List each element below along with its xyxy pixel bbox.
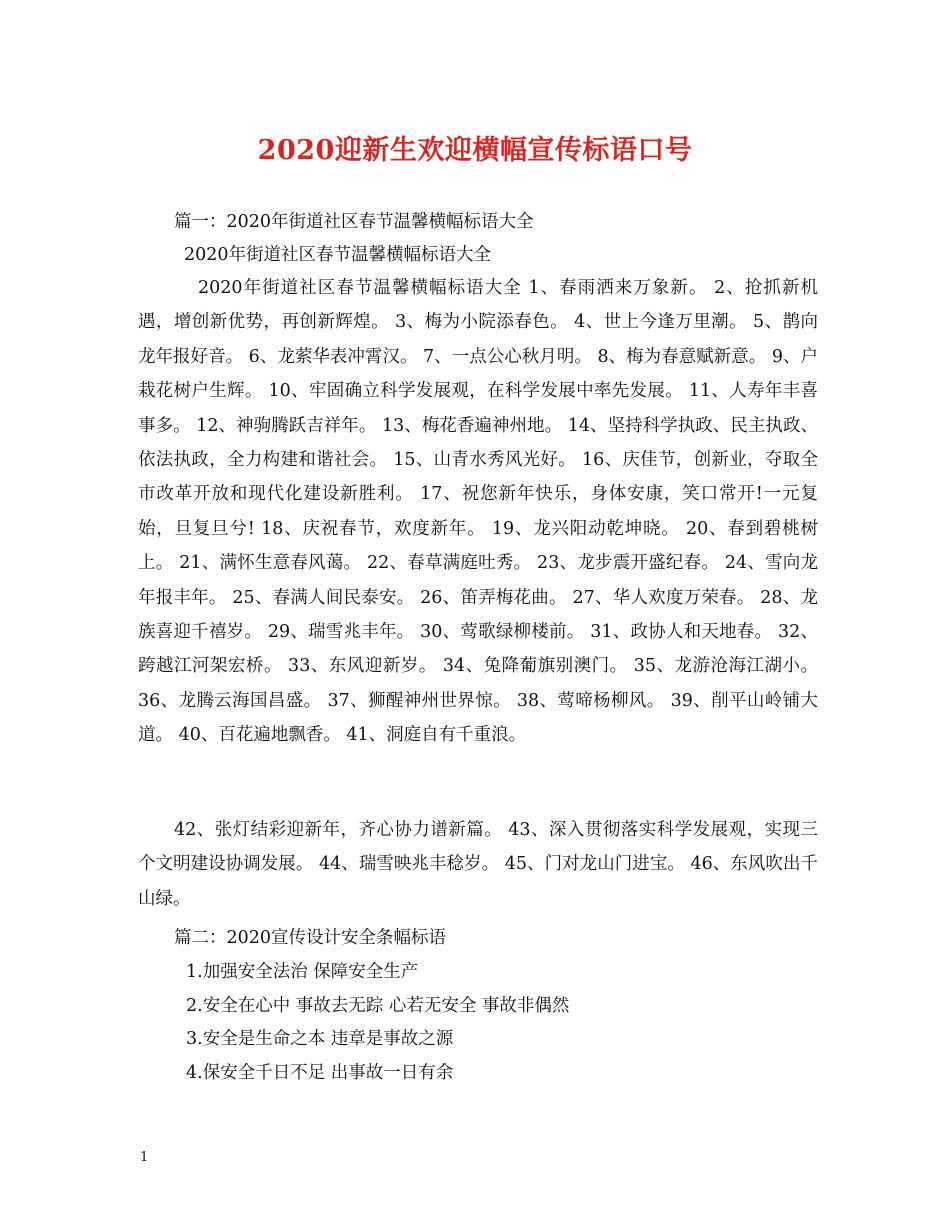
document-title: 2020迎新生欢迎横幅宣传标语口号 bbox=[257, 135, 693, 166]
section2-heading: 篇二：2020宣传设计安全条幅标语 bbox=[174, 928, 447, 948]
section1-subheading: 2020年街道社区春节温馨横幅标语大全 bbox=[184, 245, 492, 265]
slogan-item: 3.安全是生命之本 违章是事故之源 bbox=[186, 1029, 454, 1049]
page-number: 1 bbox=[140, 1150, 149, 1165]
paragraph-slogans-1: 2020年街道社区春节温馨横幅标语大全 1、春雨洒来万象新。 2、抢抓新机遇，增创新优势，再创新辉煌。 3、梅为小院添春色。 4、世上今逢万里潮。 5、鹊向龙年报好音。 6、龙萦华表冲霄汉。 7、一点公心秋月明。 8、梅为春意赋新意。 9、户栽花树户生辉。 10、牢固确立科学发展观，在科学发展中率先发展。 11、人寿年丰喜事多。 12、神驹腾跃吉祥年。 13、梅花香遍神州地。 14、坚持科学执政、民主执政、依法执政，全力构建和谐社会。 15、山青水秀风光好。 16、庆佳节，创新业，夺取全市改革开放和现代化建设新胜利。 17、祝您新年快乐，身体安康，笑口常开!一元复始，旦复旦兮! 18、庆祝春节，欢度新年。 19、龙兴阳动乾坤晓。 20、春到碧桃树上。 21、满怀生意春风蔼。 22、春草满庭吐秀。 23、龙步震开盛纪春。 24、雪向龙年报丰年。 25、春满人间民泰安。 26、笛弄梅花曲。 27、华人欢度万荣春。 28、龙族喜迎千禧岁。 29、瑞雪兆丰年。 30、莺歌绿柳楼前。 31、政协人和天地春。 32、跨越江河架宏桥。 33、东风迎新岁。 34、兔降葡旗别澳门。 35、龙游沧海江湖小。 36、龙腾云海国昌盛。 37、狮醒神州世界惊。 38、莺啼杨柳风。 39、削平山岭铺大道。 40、百花遍地飘香。 41、洞庭自有千重浪。 bbox=[138, 278, 818, 746]
paragraph-slogans-2: 42、张灯结彩迎新年，齐心协力谱新篇。 43、深入贯彻落实科学发展观，实现三个文明建设协调发展。 44、瑞雪映兆丰稔岁。 45、门对龙山门进宝。 46、东风吹出千山绿。 bbox=[138, 820, 818, 909]
section1-heading: 篇一：2020年街道社区春节温馨横幅标语大全 bbox=[174, 212, 534, 232]
slogan-item: 2.安全在心中 事故去无踪 心若无安全 事故非偶然 bbox=[186, 996, 570, 1016]
slogan-item: 1.加强安全法治 保障安全生产 bbox=[186, 962, 419, 982]
slogan-item: 4.保安全千日不足 出事故一日有余 bbox=[186, 1063, 454, 1083]
